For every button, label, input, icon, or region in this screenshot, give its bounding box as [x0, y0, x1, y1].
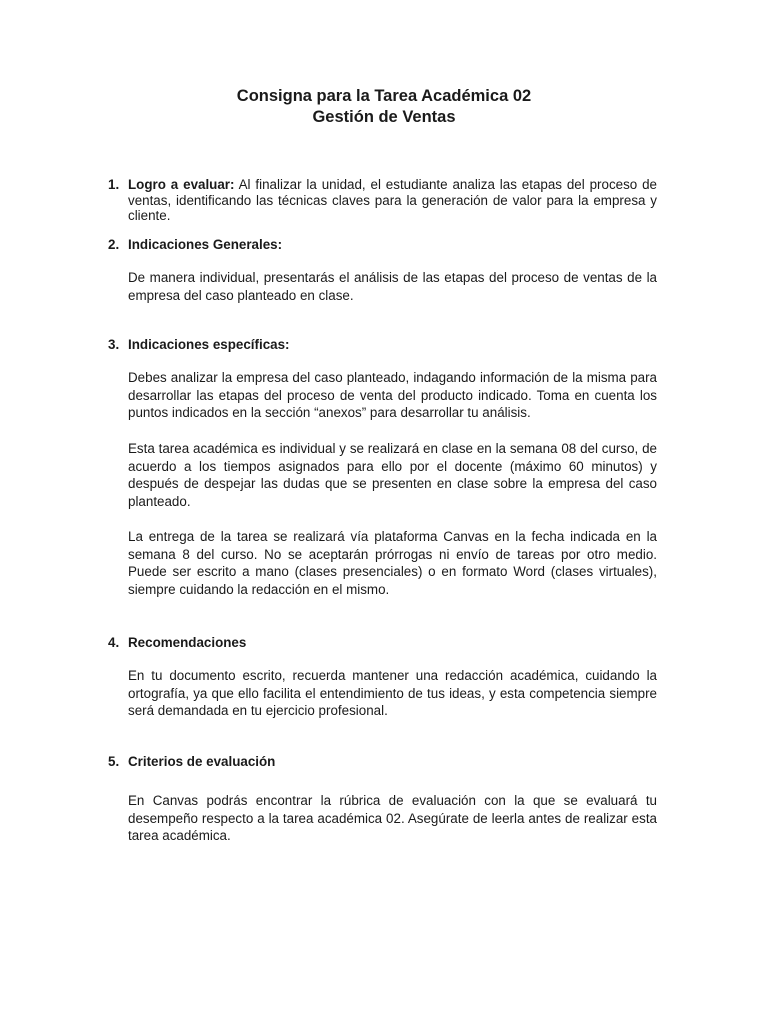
section-criterios-body: [108, 792, 657, 845]
paragraph: En tu documento escrito, recuerda mantener una redacción académica, cuidando la ortografía, ya que ello facilita el entendimiento de tus ideas, y esta competencia siempre será demandada en tu ejercicio profesional.: [128, 668, 657, 719]
section-text: Al finalizar la unidad, el estudiante analiza las etapas del proceso de ventas, identificando las técnicas claves para la generación de valor para la empresa y cliente.: [128, 177, 657, 224]
section-recomendaciones-body: [108, 667, 657, 720]
document-title: [0, 86, 768, 128]
paragraph: De manera individual, presentarás el análisis de las etapas del proceso de ventas de la empresa del caso planteado en clase.: [128, 270, 657, 303]
section-recomendaciones: [108, 635, 657, 651]
section-number: 2.: [108, 237, 120, 252]
section-logro: [108, 177, 657, 224]
section-number: 5.: [108, 754, 120, 769]
section-heading: Criterios de evaluación: [128, 754, 276, 769]
section-heading: Recomendaciones: [128, 635, 247, 650]
paragraph: Esta tarea académica es individual y se realizará en clase en la semana 08 del curso, de acuerdo a los tiempos asignados para ello por el docente (máximo 60 minutos) y después de despejar las dudas que se presenten en clase sobre la empresa del caso planteado.: [128, 441, 657, 509]
section-indicaciones-especificas-p1: [108, 369, 657, 422]
section-number: 4.: [108, 635, 120, 650]
section-heading: Indicaciones Generales:: [128, 237, 283, 252]
paragraph: La entrega de la tarea se realizará vía plataforma Canvas en la fecha indicada en la semana 8 del curso. No se aceptarán prórrogas ni envío de tareas por otro medio. Puede ser escrito a mano (clases presenciales) o en formato Word (clases virtuales), siempre cuidando la redacción en el mismo.: [128, 529, 657, 597]
paragraph: Debes analizar la empresa del caso planteado, indagando información de la misma para desarrollar las etapas del proceso de venta del producto indicado. Toma en cuenta los puntos indicados en la sección “anexos” para desarrollar tu análisis.: [128, 370, 657, 421]
section-indicaciones-especificas-p2: [108, 440, 657, 510]
section-indicaciones-especificas-p3: [108, 528, 657, 598]
section-label: Logro a evaluar:: [128, 177, 235, 192]
section-indicaciones-especificas: [108, 337, 657, 353]
section-indicaciones-generales: [108, 237, 657, 253]
section-heading: Indicaciones específicas:: [128, 337, 290, 352]
section-number: 1.: [108, 177, 120, 192]
section-number: 3.: [108, 337, 120, 352]
title-line-1: Consigna para la Tarea Académica 02: [236, 87, 532, 105]
section-indicaciones-generales-body: [108, 269, 657, 304]
section-body: [128, 177, 657, 224]
section-criterios: [108, 754, 657, 770]
title-line-2: Gestión de Ventas: [312, 108, 456, 126]
paragraph: En Canvas podrás encontrar la rúbrica de evaluación con la que se evaluará tu desempeño respecto a la tarea académica 02. Asegúrate de leerla antes de realizar esta tarea académica.: [128, 793, 657, 844]
